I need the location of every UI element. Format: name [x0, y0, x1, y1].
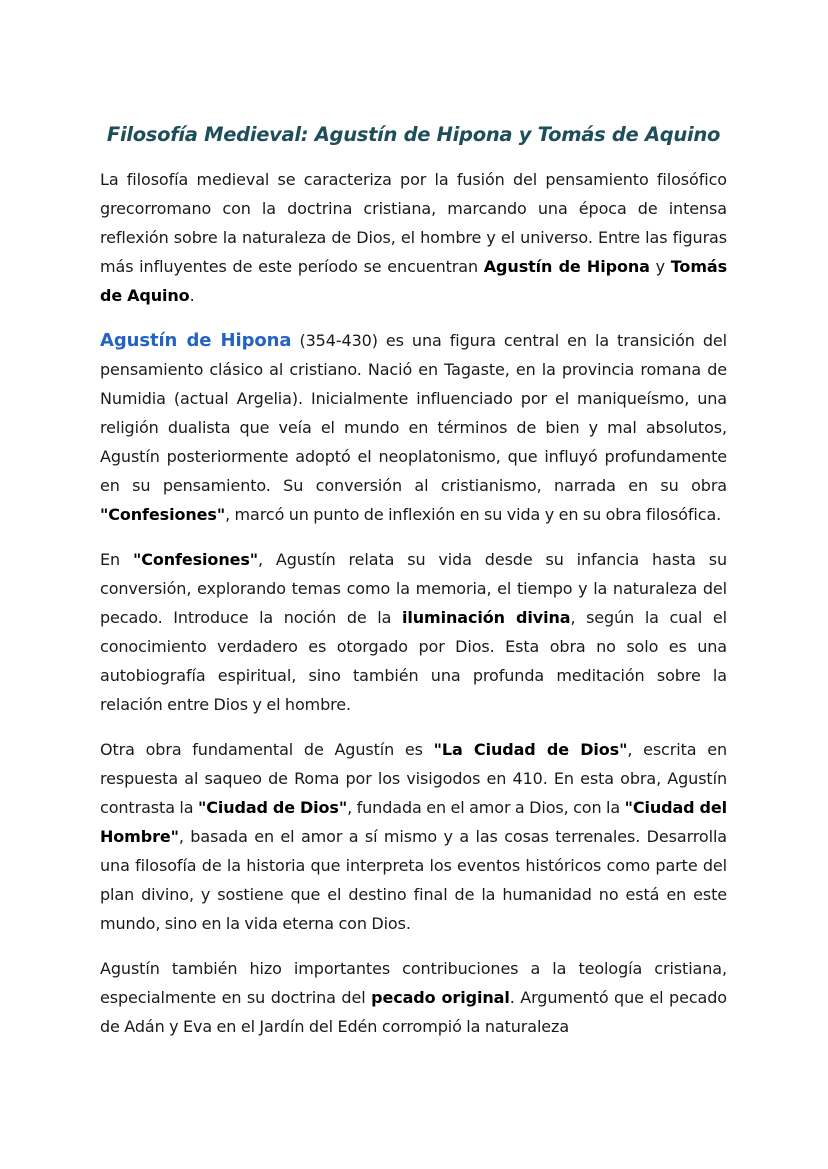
paragraph-confesiones: [100, 545, 727, 719]
text-segment: , escrita en respuesta al saqueo de Roma por los visigodos en 410. En esta obra, Agustín contrasta la: [100, 740, 727, 817]
text-segment: . Argumentó que el pecado de Adán y Eva en el Jardín del Edén corrompió la naturaleza: [100, 988, 727, 1036]
bold-term: "Ciudad de Dios": [197, 798, 348, 817]
bold-term: "Confesiones": [100, 505, 226, 524]
document-title: Filosofía Medieval: Agustín de Hipona y Tomás de Aquino: [106, 123, 721, 146]
text-segment: y: [649, 257, 671, 276]
bold-term: Agustín de Hipona: [483, 257, 650, 276]
bold-term: "Ciudad del Hombre": [100, 798, 728, 846]
text-segment: , marcó un punto de inflexión en su vida y en su obra filosófica.: [225, 505, 722, 524]
highlighted-name: Agustín de Hipona: [100, 330, 292, 351]
bold-term: iluminación divina: [401, 608, 571, 627]
paragraph-pecado-original: [100, 954, 727, 1041]
text-segment: .: [189, 286, 195, 305]
text-segment: Agustín también hizo importantes contribuciones a la teología cristiana, especialmente en su doctrina del: [100, 959, 727, 1007]
bold-term: Tomás de Aquino: [100, 257, 728, 305]
paragraph-intro: [100, 165, 727, 310]
paragraph-ciudad-de-dios: [100, 735, 727, 938]
text-segment: (354-430) es una figura central en la transición del pensamiento clásico al cristiano. Nació en Tagaste, en la provincia romana de Numidia (actual Argelia). Inicialmente influenciado por el maniqueísmo, una religión dualista que veía el mundo en términos de bien y mal absolutos, Agustín posteriormente adoptó el neoplatonismo, que influyó profundamente en su pensamiento. Su conversión al cristianismo, narrada en su obra: [100, 331, 727, 495]
text-segment: , fundada en el amor a Dios, con la: [347, 798, 625, 817]
bold-term: pecado original: [371, 988, 510, 1007]
bold-term: "La Ciudad de Dios": [433, 740, 628, 759]
text-segment: , según la cual el conocimiento verdadero es otorgado por Dios. Esta obra no solo es una autobiografía espiritual, sino también una profunda meditación sobre la relación entre Dios y el hombre.: [100, 608, 727, 714]
bold-term: "Confesiones": [132, 550, 259, 569]
text-segment: , basada en el amor a sí mismo y a las cosas terrenales. Desarrolla una filosofía de la historia que interpreta los eventos históricos como parte del plan divino, y sostiene que el destino final de la humanidad no está en este mundo, sino en la vida eterna con Dios.: [100, 827, 727, 933]
paragraph-agustin-bio: [100, 326, 727, 529]
text-segment: Otra obra fundamental de Agustín es: [100, 740, 434, 759]
text-segment: , Agustín relata su vida desde su infancia hasta su conversión, explorando temas como la memoria, el tiempo y la naturaleza del pecado. Introduce la noción de la: [100, 550, 727, 627]
document-page: [100, 118, 727, 1057]
text-segment: La filosofía medieval se caracteriza por la fusión del pensamiento filosófico grecorromano con la doctrina cristiana, marcando una época de intensa reflexión sobre la naturaleza de Dios, el hombre y el universo. Entre las figuras más influyentes de este período se encuentran: [100, 170, 727, 276]
text-segment: En: [100, 550, 133, 569]
